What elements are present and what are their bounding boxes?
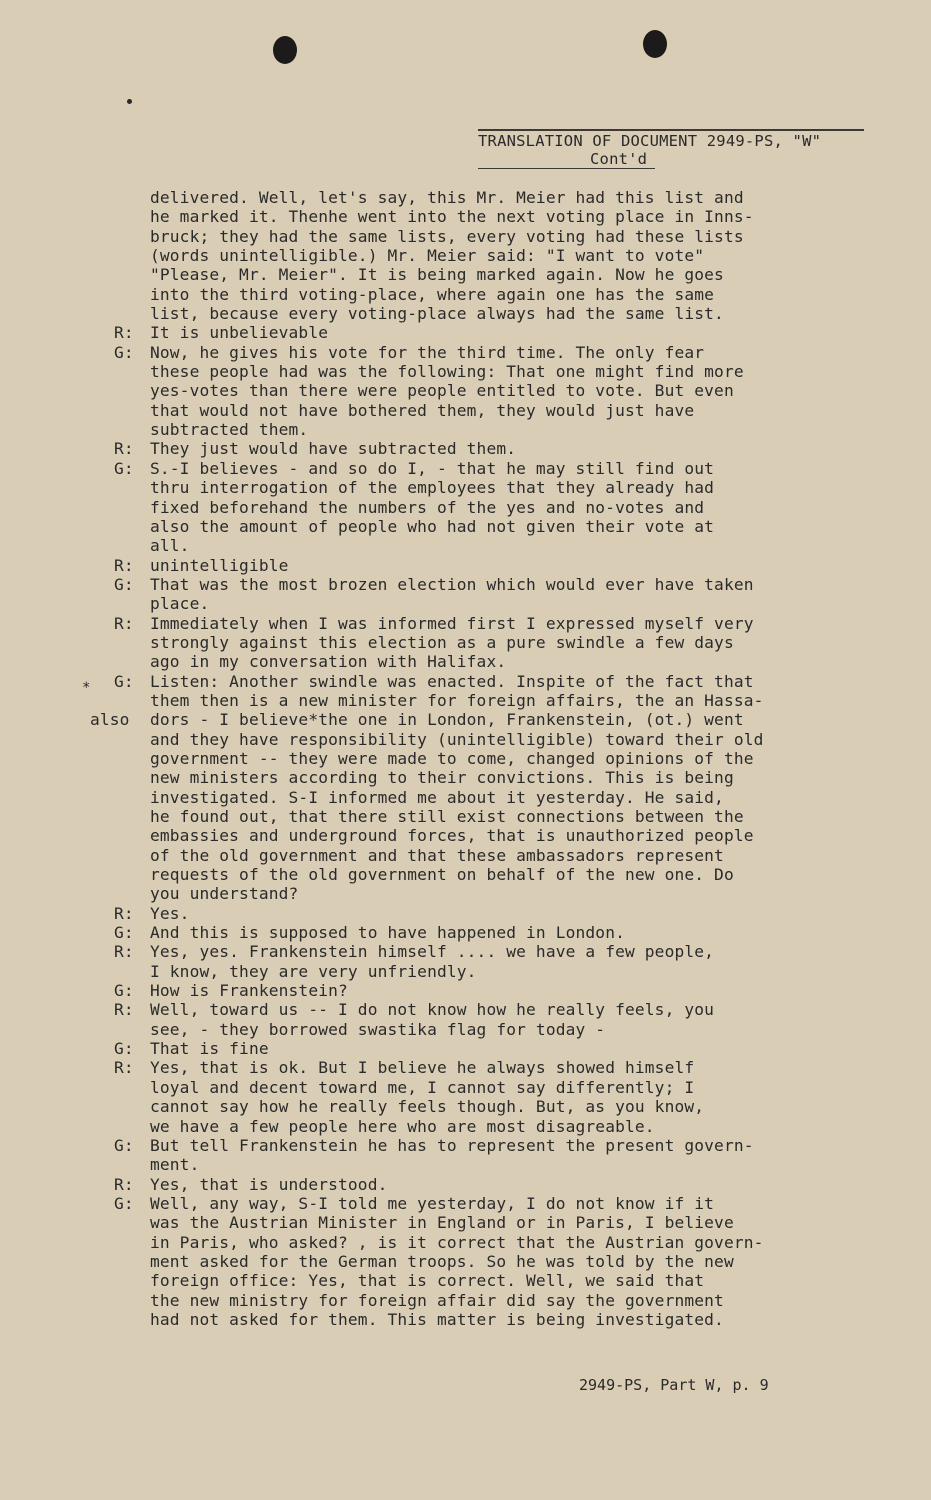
transcript-line [108,478,908,497]
transcript-line [108,536,908,555]
speaker-label: R: [114,903,134,923]
line-text: fixed beforehand the numbers of the yes and no-votes and [150,497,705,517]
line-text: see, - they borrowed swastika flag for today - [150,1019,606,1039]
transcript-line [108,633,908,652]
transcript-line [108,846,908,865]
line-text: you understand? [150,884,299,904]
transcript-line [108,459,908,478]
line-text: ment. [150,1155,200,1175]
line-text: new ministers according to their convictions. This is being [150,768,734,788]
line-text: all. [150,536,190,556]
transcript-line [108,401,908,420]
line-text: That was the most brozen election which would ever have taken [150,574,754,594]
transcript-line [108,1039,908,1058]
line-text: Yes. [150,903,190,923]
margin-asterisk: * [82,679,91,696]
speaker-label: R: [114,555,134,575]
line-text: unintelligible [150,555,289,575]
line-text: But tell Frankenstein he has to represent the present govern- [150,1135,754,1155]
document-header [478,129,873,169]
transcript-line [108,904,908,923]
line-text: that would not have bothered them, they would just have [150,400,695,420]
transcript-line [108,1175,908,1194]
transcript-line [108,1000,908,1019]
transcript-line [108,265,908,284]
transcript-line [108,517,908,536]
speaker-label: G: [114,981,134,1001]
punch-hole-left [273,36,297,64]
line-text: Well, any way, S-I told me yesterday, I do not know if it [150,1193,715,1213]
line-text: Yes, that is ok. But I believe he always showed himself [150,1058,695,1078]
line-text: ago in my conversation with Halifax. [150,652,507,672]
speaker-label: G: [114,574,134,594]
continued-label: Cont'd [478,150,655,169]
line-text: and they have responsibility (unintelligible) toward their old [150,729,764,749]
transcript-line [108,575,908,594]
line-text: government -- they were made to come, changed opinions of the [150,748,754,768]
transcript-line [108,556,908,575]
transcript-line [108,981,908,1000]
transcript-line [108,498,908,517]
line-text: cannot say how he really feels though. But, as you know, [150,1097,705,1117]
transcript-line [108,788,908,807]
line-text: strongly against this election as a pure swindle a few days [150,632,734,652]
line-text: them then is a new minister for foreign affairs, the an Hassa- [150,690,764,710]
transcript-line [108,246,908,265]
line-text: dors - I believe*the one in London, Frankenstein, (ot.) went [150,710,744,730]
line-text: he marked it. Thenhe went into the next voting place in Inns- [150,207,754,227]
line-text: That is fine [150,1039,269,1059]
line-text: Now, he gives his vote for the third time. The only fear [150,342,705,362]
transcript-line [108,188,908,207]
transcript-line [108,362,908,381]
line-text: How is Frankenstein? [150,981,348,1001]
transcript-line [90,710,908,730]
line-text: into the third voting-place, where again one has the same [150,284,715,304]
transcript-line [108,1136,908,1155]
line-text: thru interrogation of the employees that they already had [150,478,715,498]
line-text: place. [150,594,210,614]
transcript-line [108,884,908,903]
line-text: Yes, that is understood. [150,1174,388,1194]
line-text: embassies and underground forces, that is unauthorized people [150,826,754,846]
transcript-line [108,962,908,981]
transcript-line [108,942,908,961]
line-text: list, because every voting-place always had the same list. [150,304,724,324]
transcript-line [108,1252,908,1271]
speaker-label: G: [114,1039,134,1059]
speaker-label: R: [114,613,134,633]
line-text: these people had was the following: That one might find more [150,362,744,382]
line-text: ment asked for the German troops. So he was told by the new [150,1251,734,1271]
transcript-line [108,439,908,458]
transcript-line [108,227,908,246]
transcript-line [108,285,908,304]
speaker-label: G: [114,458,134,478]
speaker-label: R: [114,323,134,343]
transcript-line [108,826,908,845]
transcript-line [108,1233,908,1252]
transcript-body [82,188,908,1329]
transcript-line [108,1291,908,1310]
transcript-line [108,420,908,439]
header-rule [478,129,864,131]
line-text: delivered. Well, let's say, this Mr. Meier had this list and [150,188,744,207]
speaker-label: G: [114,1135,134,1155]
line-text: S.-I believes - and so do I, - that he may still find out [150,458,715,478]
line-text: in Paris, who asked? , is it correct that the Austrian govern- [150,1232,764,1252]
line-text: subtracted them. [150,420,309,440]
line-text: Yes, yes. Frankenstein himself .... we have a few people, [150,942,715,962]
line-text: (words unintelligible.) Mr. Meier said: "I want to vote" [150,246,705,266]
margin-note-also: also [90,710,130,730]
speaker-label: G: [114,1193,134,1213]
transcript-line [108,323,908,342]
speaker-label: G: [114,342,134,362]
line-text: loyal and decent toward me, I cannot say differently; I [150,1077,695,1097]
line-text: the new ministry for foreign affair did say the government [150,1290,724,1310]
transcript-line [108,1194,908,1213]
transcript-line [108,1155,908,1174]
line-text: bruck; they had the same lists, every voting had these lists [150,226,744,246]
transcript-line [108,1020,908,1039]
speaker-label: G: [114,923,134,943]
line-text: requests of the old government on behalf of the new one. Do [150,865,734,885]
speaker-label: G: [114,671,134,691]
transcript-line [108,672,908,691]
transcript-line [108,1271,908,1290]
transcript-line [108,1310,908,1329]
transcript-line [108,730,908,749]
line-text: was the Austrian Minister in England or in Paris, I believe [150,1213,734,1233]
line-text: he found out, that there still exist connections between the [150,807,744,826]
transcript-line [108,923,908,942]
transcript-line [108,749,908,768]
ink-dot [127,99,132,104]
line-text: Well, toward us -- I do not know how he really feels, you [150,1000,715,1020]
line-text: also the amount of people who had not given their vote at [150,516,715,536]
speaker-label: R: [114,1174,134,1194]
speaker-label: R: [114,942,134,962]
transcript-line [108,381,908,400]
line-text: Immediately when I was informed first I expressed myself very [150,613,754,633]
page-footer: 2949-PS, Part W, p. 9 [579,1376,769,1394]
punch-hole-right [643,30,667,58]
transcript-line [108,807,908,826]
line-text: And this is supposed to have happened in London. [150,923,625,943]
line-text: of the old government and that these ambassadors represent [150,845,724,865]
transcript-line [108,1078,908,1097]
line-text: yes-votes than there were people entitled to vote. But even [150,381,734,401]
line-text: They just would have subtracted them. [150,439,517,459]
transcript-line [108,865,908,884]
transcript-line [108,768,908,787]
transcript-line [108,594,908,613]
speaker-label: R: [114,439,134,459]
line-text: foreign office: Yes, that is correct. Well, we said that [150,1271,705,1291]
line-text: It is unbelievable [150,323,329,343]
speaker-label: R: [114,1058,134,1078]
transcript-line [108,1058,908,1077]
transcript-line [108,1097,908,1116]
transcript-line [108,1117,908,1136]
line-text: "Please, Mr. Meier". It is being marked again. Now he goes [150,265,724,285]
transcript-line [108,614,908,633]
line-text: had not asked for them. This matter is being investigated. [150,1309,724,1329]
transcript-line [108,1213,908,1232]
line-text: I know, they are very unfriendly. [150,961,477,981]
line-text: Listen: Another swindle was enacted. Inspite of the fact that [150,671,754,691]
transcript-line [108,343,908,362]
transcript-line [108,207,908,226]
line-text: we have a few people here who are most disagreable. [150,1116,655,1136]
document-title: TRANSLATION OF DOCUMENT 2949-PS, "W" [478,132,822,150]
line-text: investigated. S-I informed me about it yesterday. He said, [150,787,724,807]
transcript-line [108,652,908,671]
transcript-line [108,304,908,323]
speaker-label: R: [114,1000,134,1020]
